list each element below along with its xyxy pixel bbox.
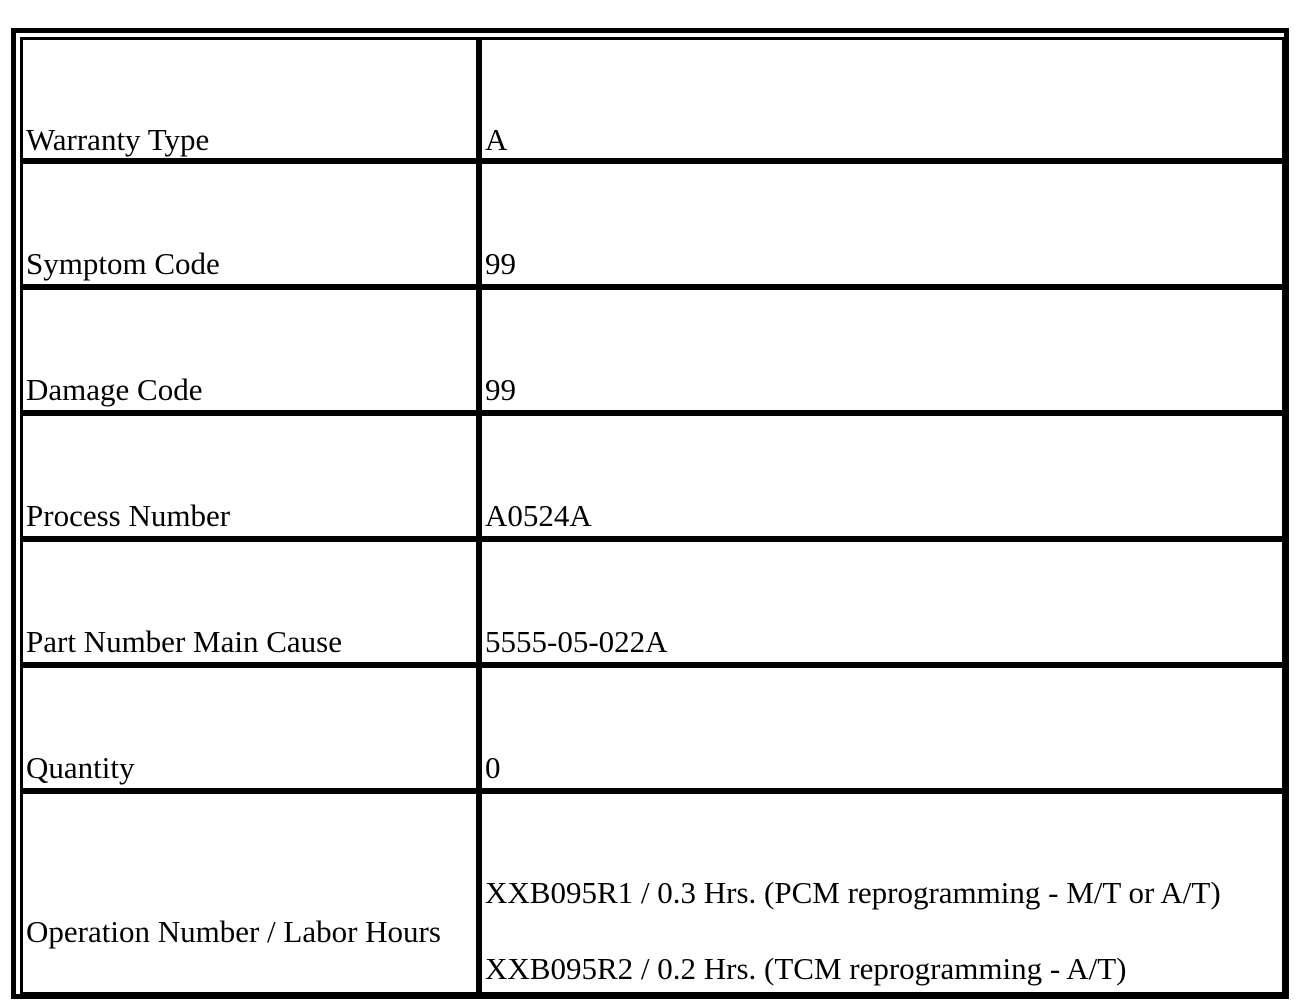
table-cell-label [20,37,479,161]
table-cell-value [479,539,1285,665]
row-value-operation-line-2: XXB095R2 / 0.2 Hrs. (TCM reprogramming - A/T) [485,951,1127,986]
row-label-warranty-type: Warranty Type [26,122,210,157]
table-cell-label [20,287,479,413]
table-cell-value [479,37,1285,161]
table-cell-label [20,413,479,539]
table-cell-value [479,791,1285,995]
table-cell-label [20,791,479,995]
row-label-process-number: Process Number [26,498,231,533]
row-value-operation-line-1: XXB095R1 / 0.3 Hrs. (PCM reprogramming - M/T or A/T) [485,875,1221,910]
table-cell-value [479,665,1285,791]
row-label-quantity: Quantity [26,750,135,785]
row-label-damage-code: Damage Code [26,372,203,407]
row-label-part-number-main-cause: Part Number Main Cause [26,624,342,659]
table-cell-label [20,161,479,287]
row-value-damage-code: 99 [485,372,516,407]
row-label-symptom-code: Symptom Code [26,246,220,281]
row-value-part-number-main-cause: 5555-05-022A [485,624,668,659]
table-cell-value [479,161,1285,287]
warranty-table [11,28,1289,999]
row-value-warranty-type: A [485,122,508,157]
row-label-operation-number-labor-hours: Operation Number / Labor Hours [26,914,441,949]
table-cell-value [479,413,1285,539]
row-value-process-number: A0524A [485,498,592,533]
table-cell-label [20,539,479,665]
table-cell-value [479,287,1285,413]
row-value-quantity: 0 [485,750,501,785]
row-value-symptom-code: 99 [485,246,516,281]
table-cell-label [20,665,479,791]
